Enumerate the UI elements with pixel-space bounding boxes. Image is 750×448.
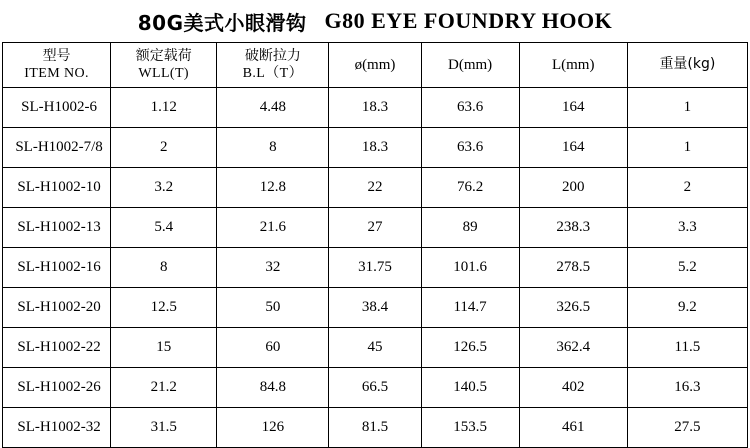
cell-d: 63.6	[421, 88, 519, 128]
table-body	[3, 88, 748, 448]
cell-model: SL-H1002-7/8	[3, 128, 111, 168]
cell-diameter: 38.4	[329, 288, 421, 328]
column-header-model-cn: 型号	[42, 47, 71, 64]
cell-l: 164	[519, 128, 627, 168]
table-row	[3, 248, 748, 288]
cell-weight: 16.3	[627, 368, 747, 408]
cell-l: 461	[519, 408, 627, 448]
cell-wll: 5.4	[111, 208, 217, 248]
column-header-model-en: ITEM NO.	[24, 66, 89, 81]
column-header-wll	[111, 43, 217, 88]
cell-model: SL-H1002-32	[3, 408, 111, 448]
cell-wll: 12.5	[111, 288, 217, 328]
cell-model: SL-H1002-10	[3, 168, 111, 208]
cell-breaking-load: 60	[217, 328, 329, 368]
cell-d: 140.5	[421, 368, 519, 408]
column-header-diameter-label: ø(mm)	[354, 56, 396, 73]
column-header-breaking-load	[217, 43, 329, 88]
cell-breaking-load: 126	[217, 408, 329, 448]
cell-breaking-load: 32	[217, 248, 329, 288]
column-header-breaking-load-en: B.L（T）	[242, 66, 304, 81]
cell-weight: 9.2	[627, 288, 747, 328]
cell-wll: 2	[111, 128, 217, 168]
cell-weight: 5.2	[627, 248, 747, 288]
cell-l: 238.3	[519, 208, 627, 248]
cell-weight: 1	[627, 88, 747, 128]
column-header-wll-en: WLL(T)	[138, 66, 189, 81]
column-header-d	[421, 43, 519, 88]
cell-d: 153.5	[421, 408, 519, 448]
column-header-l-label: L(mm)	[551, 56, 595, 73]
cell-diameter: 27	[329, 208, 421, 248]
cell-l: 164	[519, 88, 627, 128]
header-row	[3, 43, 748, 88]
cell-breaking-load: 8	[217, 128, 329, 168]
cell-weight: 3.3	[627, 208, 747, 248]
cell-l: 402	[519, 368, 627, 408]
cell-diameter: 22	[329, 168, 421, 208]
cell-model: SL-H1002-22	[3, 328, 111, 368]
page-title-english: G80 EYE FOUNDRY HOOK	[324, 8, 613, 33]
cell-breaking-load: 50	[217, 288, 329, 328]
cell-model: SL-H1002-16	[3, 248, 111, 288]
cell-weight: 2	[627, 168, 747, 208]
cell-breaking-load: 12.8	[217, 168, 329, 208]
column-header-weight	[627, 43, 747, 88]
cell-wll: 21.2	[111, 368, 217, 408]
cell-l: 200	[519, 168, 627, 208]
cell-breaking-load: 21.6	[217, 208, 329, 248]
column-header-breaking-load-cn: 破断拉力	[244, 47, 301, 64]
cell-wll: 8	[111, 248, 217, 288]
cell-d: 101.6	[421, 248, 519, 288]
cell-l: 362.4	[519, 328, 627, 368]
table-row	[3, 368, 748, 408]
cell-weight: 11.5	[627, 328, 747, 368]
table-header	[3, 43, 748, 88]
column-header-wll-cn: 额定载荷	[135, 47, 192, 64]
cell-d: 63.6	[421, 128, 519, 168]
column-header-weight-cn: 重量(kg)	[659, 56, 716, 73]
column-header-diameter	[329, 43, 421, 88]
cell-d: 126.5	[421, 328, 519, 368]
column-header-l	[519, 43, 627, 88]
cell-d: 114.7	[421, 288, 519, 328]
cell-diameter: 31.75	[329, 248, 421, 288]
column-header-d-label: D(mm)	[448, 56, 493, 73]
table-row	[3, 88, 748, 128]
table-row	[3, 168, 748, 208]
cell-weight: 27.5	[627, 408, 747, 448]
cell-model: SL-H1002-6	[3, 88, 111, 128]
cell-diameter: 45	[329, 328, 421, 368]
table-row	[3, 408, 748, 448]
cell-model: SL-H1002-13	[3, 208, 111, 248]
cell-d: 89	[421, 208, 519, 248]
cell-diameter: 66.5	[329, 368, 421, 408]
table-row	[3, 208, 748, 248]
cell-model: SL-H1002-26	[3, 368, 111, 408]
cell-diameter: 81.5	[329, 408, 421, 448]
cell-wll: 15	[111, 328, 217, 368]
cell-wll: 1.12	[111, 88, 217, 128]
cell-wll: 31.5	[111, 408, 217, 448]
table-row	[3, 328, 748, 368]
cell-model: SL-H1002-20	[3, 288, 111, 328]
cell-diameter: 18.3	[329, 128, 421, 168]
cell-l: 326.5	[519, 288, 627, 328]
table-row	[3, 128, 748, 168]
table-row	[3, 288, 748, 328]
specification-table	[2, 42, 748, 448]
cell-breaking-load: 84.8	[217, 368, 329, 408]
cell-wll: 3.2	[111, 168, 217, 208]
cell-d: 76.2	[421, 168, 519, 208]
column-header-model	[3, 43, 111, 88]
cell-weight: 1	[627, 128, 747, 168]
cell-l: 278.5	[519, 248, 627, 288]
cell-diameter: 18.3	[329, 88, 421, 128]
page-title-chinese: 80G美式小眼滑钩	[137, 10, 307, 35]
cell-breaking-load: 4.48	[217, 88, 329, 128]
page-title	[0, 0, 750, 42]
